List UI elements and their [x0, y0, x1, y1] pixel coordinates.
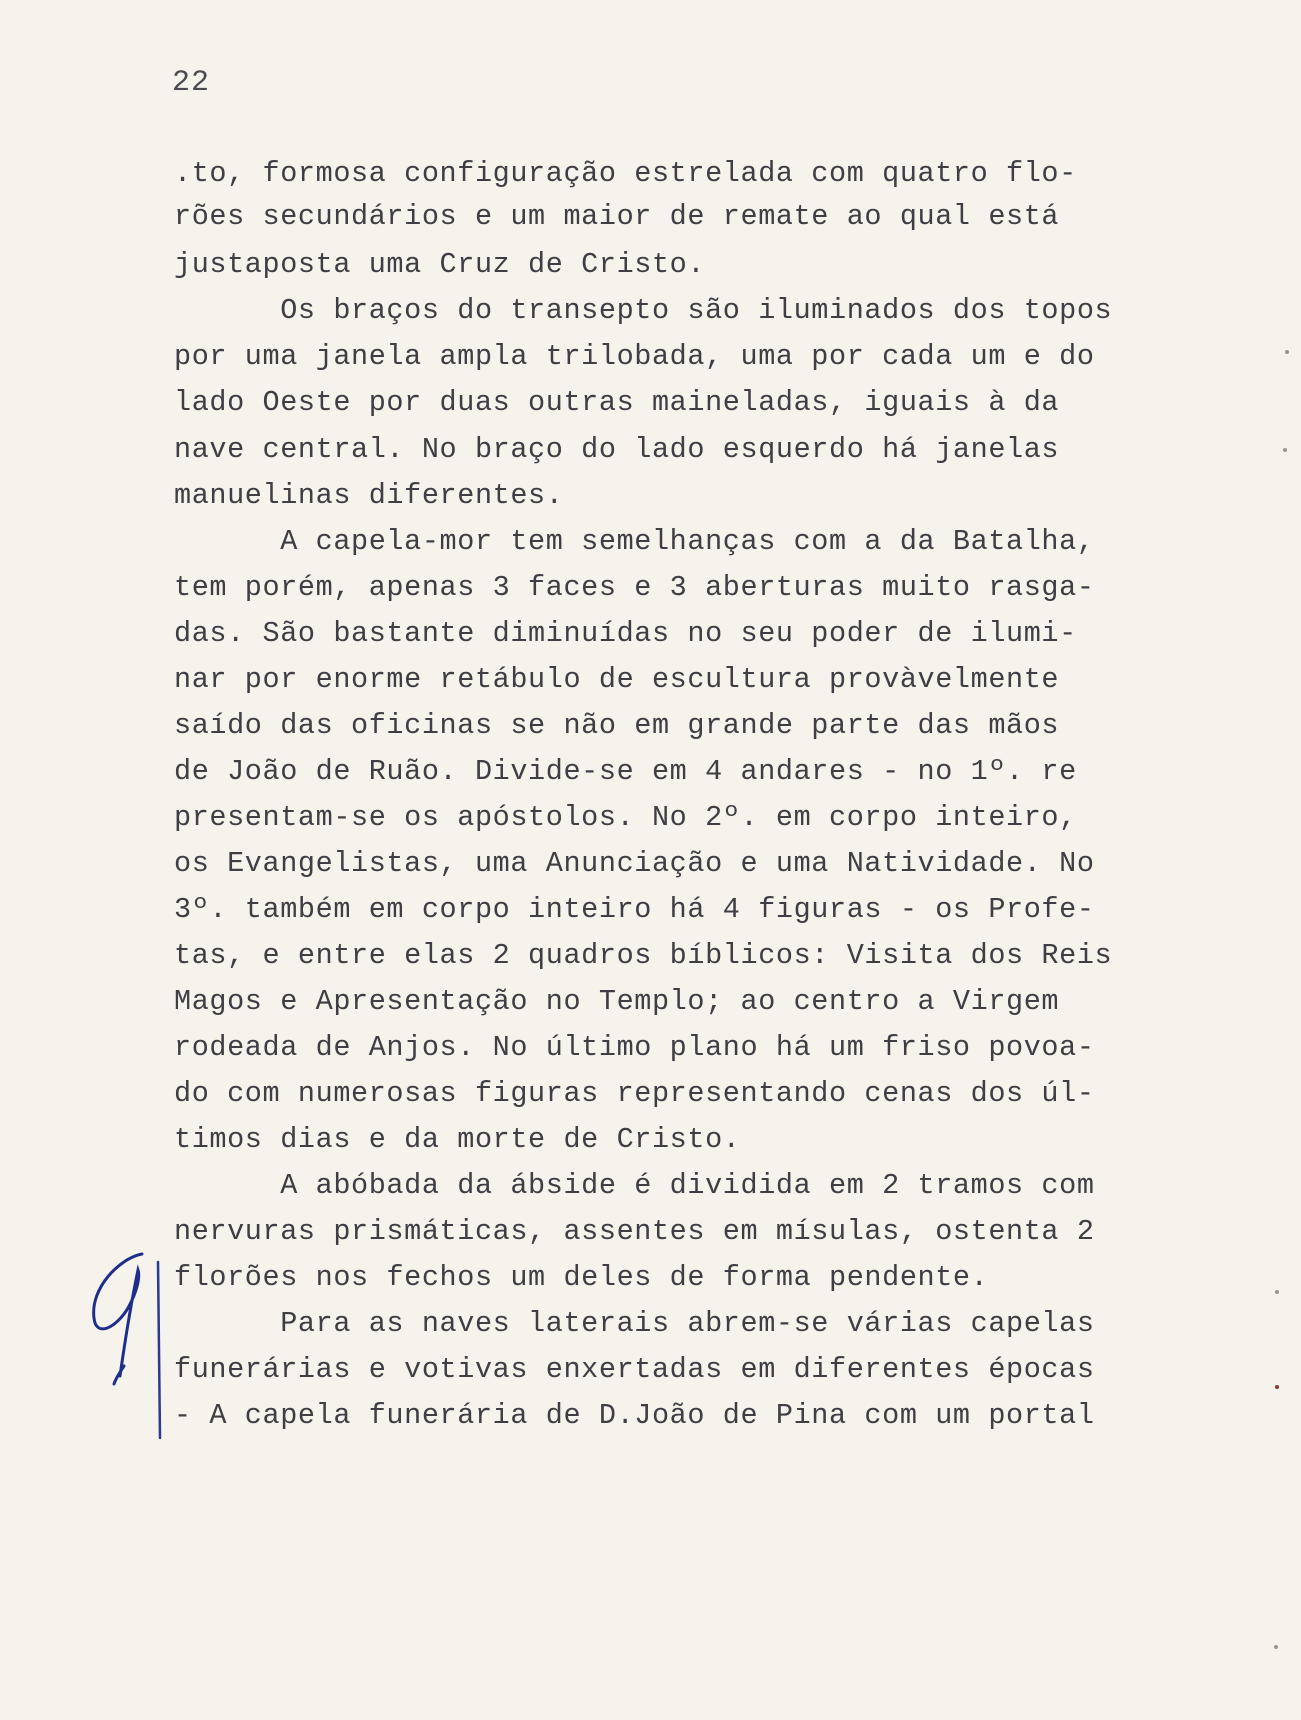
text-line: A capela-mor tem semelhanças com a da Batalha,: [174, 525, 1095, 558]
text-line: nervuras prismáticas, assentes em mísulas, ostenta 2: [174, 1215, 1095, 1248]
handwritten-margin-mark: [80, 1248, 170, 1448]
text-line: lado Oeste por duas outras maineladas, iguais à da: [174, 386, 1060, 419]
page-number: 22: [172, 66, 211, 100]
text-line: nave central. No braço do lado esquerdo há janelas: [174, 433, 1060, 466]
text-line: funerárias e votivas enxertadas em diferentes épocas: [174, 1353, 1095, 1386]
text-line: tas, e entre elas 2 quadros bíblicos: Visita dos Reis: [174, 939, 1113, 972]
text-line: presentam-se os apóstolos. No 2º. em corpo inteiro,: [174, 801, 1077, 834]
text-line: florões nos fechos um deles de forma pendente.: [174, 1261, 989, 1294]
text-line: nar por enorme retábulo de escultura provàvelmente: [174, 663, 1060, 696]
text-line: A abóbada da ábside é dividida em 2 tramos com: [174, 1169, 1095, 1202]
text-line: .to, formosa configuração estrelada com quatro flo-: [174, 157, 1077, 190]
text-line: rões secundários e um maior de remate ao qual está: [174, 200, 1060, 233]
margin-speck: [1274, 1645, 1278, 1649]
text-line: timos dias e da morte de Cristo.: [174, 1123, 741, 1156]
text-line: os Evangelistas, uma Anunciação e uma Natividade. No: [174, 847, 1095, 880]
text-line: de João de Ruão. Divide-se em 4 andares - no 1º. re: [174, 755, 1077, 788]
margin-speck: [1285, 350, 1289, 354]
text-line: rodeada de Anjos. No último plano há um friso povoa-: [174, 1031, 1095, 1064]
text-line: justaposta uma Cruz de Cristo.: [174, 248, 706, 281]
margin-speck: [1275, 1290, 1279, 1294]
margin-speck: [1283, 448, 1287, 452]
text-line: manuelinas diferentes.: [174, 479, 564, 512]
text-line: 3º. também em corpo inteiro há 4 figuras - os Profe-: [174, 893, 1095, 926]
text-line: das. São bastante diminuídas no seu poder de ilumi-: [174, 617, 1077, 650]
text-line: - A capela funerária de D.João de Pina com um portal: [174, 1399, 1095, 1432]
text-line: saído das oficinas se não em grande parte das mãos: [174, 709, 1060, 742]
text-line: Magos e Apresentação no Templo; ao centro a Virgem: [174, 985, 1060, 1018]
text-line: Os braços do transepto são iluminados dos topos: [174, 294, 1113, 327]
text-line: por uma janela ampla trilobada, uma por cada um e do: [174, 340, 1095, 373]
text-line: tem porém, apenas 3 faces e 3 aberturas muito rasga-: [174, 571, 1095, 604]
margin-speck: [1275, 1385, 1279, 1389]
text-line: Para as naves laterais abrem-se várias capelas: [174, 1307, 1095, 1340]
text-line: do com numerosas figuras representando cenas dos úl-: [174, 1077, 1095, 1110]
